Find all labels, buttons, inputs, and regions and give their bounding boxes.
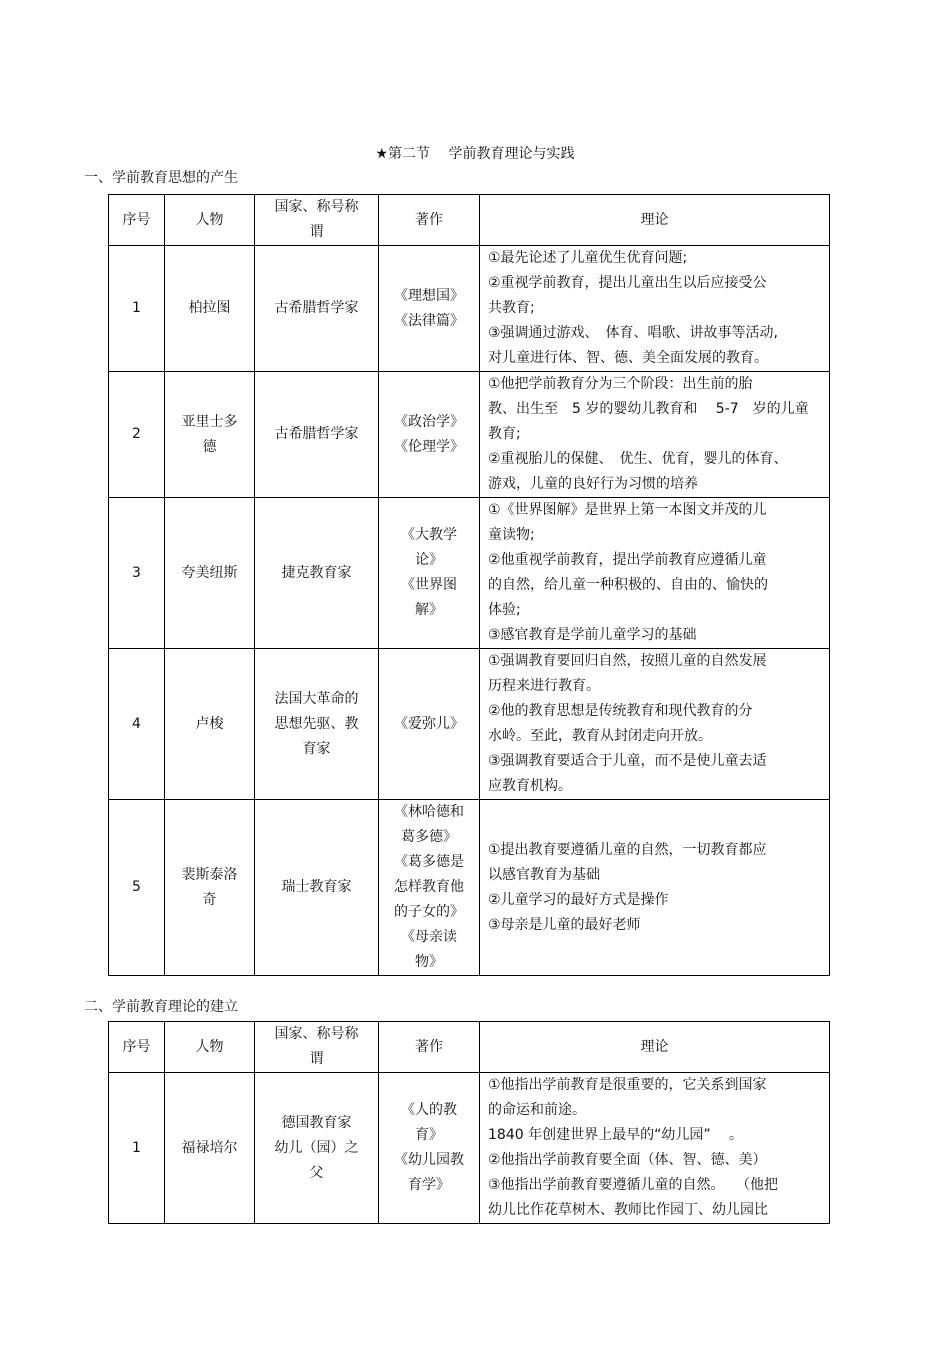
- text-line: 以感官教育为基础: [488, 866, 600, 883]
- cell-theory: [480, 800, 830, 976]
- text-line: 幼儿（园）之: [274, 1139, 359, 1156]
- table-row: [109, 1073, 830, 1224]
- cell-person: [165, 246, 255, 372]
- text-line: ①他指出学前教育是很重要的，它关系到国家: [488, 1077, 767, 1093]
- text-line: ③感官教育是学前儿童学习的基础: [488, 627, 697, 643]
- cell-person: [165, 498, 255, 649]
- text-line: ③强调通过游戏、 体育、唱歌、讲故事等活动,: [488, 325, 778, 341]
- text-line: 育》: [415, 1127, 443, 1143]
- text-line: 德国教育家: [281, 1114, 352, 1131]
- text-line: 《林哈德和: [394, 804, 464, 820]
- text-line: 《爱弥儿》: [394, 715, 464, 732]
- text-line: 福禄培尔: [181, 1139, 238, 1156]
- text-line: 物》: [415, 954, 443, 970]
- cell-index: 1: [109, 1073, 165, 1224]
- text-line: 论》: [415, 552, 443, 568]
- header-index: 序号: [109, 195, 165, 246]
- text-line: 历程来进行教育。: [488, 678, 600, 694]
- text-line: 教、出生至 5 岁的婴幼儿教育和 5-7 岁的儿童: [488, 401, 809, 417]
- cell-theory: [480, 1073, 830, 1224]
- cell-index: 4: [109, 649, 165, 800]
- text-line: 童读物;: [488, 527, 535, 543]
- text-line: 教育;: [488, 426, 521, 442]
- text-line: ③强调教育要适合于儿童，而不是使儿童去适: [488, 753, 767, 769]
- text-line: 对儿童进行体、智、德、美全面发展的教育。: [488, 350, 768, 366]
- text-line: 《大教学: [401, 527, 457, 543]
- text-line: 《世界图: [401, 577, 457, 593]
- text-line: 卢梭: [195, 715, 224, 732]
- text-line: 古希腊哲学家: [274, 300, 359, 316]
- text-line: ②重视胎儿的保健、 优生、优育，婴儿的体育、: [488, 451, 788, 467]
- cell-title: [255, 372, 379, 498]
- cell-title: [255, 1073, 379, 1224]
- text-line: 的子女的》: [394, 904, 464, 920]
- text-line: 德: [202, 438, 217, 455]
- text-line: 父: [309, 1164, 324, 1181]
- text-line: 《葛多德是: [394, 854, 464, 870]
- cell-person: [165, 800, 255, 976]
- cell-person: [165, 372, 255, 498]
- text-line: 法国大革命的: [274, 690, 359, 707]
- text-line: ③他指出学前教育要遵循儿童的自然。 （他把: [488, 1177, 778, 1193]
- text-line: 《理想国》: [394, 287, 464, 304]
- text-line: 体验;: [488, 602, 521, 618]
- text-line: 《伦理学》: [394, 438, 464, 455]
- cell-theory: [480, 498, 830, 649]
- cell-index: 2: [109, 372, 165, 498]
- text-line: 育学》: [408, 1177, 450, 1193]
- cell-works: [379, 649, 480, 800]
- text-line: 柏拉图: [188, 300, 231, 316]
- text-line: ②重视学前教育，提出儿童出生以后应接受公: [488, 275, 767, 291]
- table-header-row: [109, 1022, 830, 1073]
- header-title-line: 国家、称号称: [274, 199, 359, 215]
- header-theory: 理论: [480, 195, 830, 246]
- text-line: 幼儿比作花草树木、教师比作园丁、幼儿园比: [488, 1202, 768, 1218]
- cell-title: [255, 246, 379, 372]
- header-person: 人物: [165, 195, 255, 246]
- text-line: ③母亲是儿童的最好老师: [488, 916, 641, 933]
- text-line: 亚里士多: [181, 413, 238, 430]
- cell-title: [255, 649, 379, 800]
- text-line: 水岭。至此，教育从封闭走向开放。: [488, 728, 712, 744]
- table-row: [109, 246, 830, 372]
- text-line: 裴斯泰洛: [181, 866, 238, 883]
- cell-theory: [480, 372, 830, 498]
- cell-works: [379, 498, 480, 649]
- cell-works: [379, 1073, 480, 1224]
- text-line: 游戏，儿童的良好行为习惯的培养: [488, 476, 698, 492]
- text-line: 葛多德》: [401, 829, 457, 845]
- text-line: 奇: [202, 891, 217, 908]
- page-title: ★第二节 学前教育理论与实践: [375, 146, 575, 162]
- cell-theory: [480, 649, 830, 800]
- table-origin-of-preschool-thought: [108, 194, 830, 976]
- table-establishment-of-preschool-theory: [108, 1021, 830, 1224]
- cell-title: [255, 800, 379, 976]
- cell-index: 3: [109, 498, 165, 649]
- cell-person: [165, 649, 255, 800]
- header-works: 著作: [379, 1022, 480, 1073]
- table-header-row: [109, 195, 830, 246]
- table-row: [109, 498, 830, 649]
- text-line: 共教育;: [488, 300, 535, 316]
- text-line: 应教育机构。: [488, 778, 572, 794]
- text-line: ①最先论述了儿童优生优育问题;: [488, 250, 688, 266]
- text-line: 夸美纽斯: [181, 564, 238, 581]
- table-row: [109, 800, 830, 976]
- cell-person: [165, 1073, 255, 1224]
- header-title-line: 谓: [309, 1051, 324, 1067]
- text-line: 的自然，给儿童一种积极的、自由的、愉快的: [488, 577, 768, 593]
- header-title: [255, 195, 379, 246]
- text-line: 《政治学》: [394, 413, 464, 430]
- cell-theory: [480, 246, 830, 372]
- text-line: 瑞士教育家: [281, 879, 352, 895]
- cell-works: [379, 372, 480, 498]
- header-theory: 理论: [480, 1022, 830, 1073]
- text-line: ①他把学前教育分为三个阶段：出生前的胎: [488, 376, 753, 392]
- text-line: 1840 年创建世界上最早的“幼儿园” 。: [488, 1127, 744, 1143]
- cell-works: [379, 246, 480, 372]
- text-line: ①提出教育要遵循儿童的自然，一切教育都应: [488, 841, 767, 858]
- text-line: ②他指出学前教育要全面（体、智、德、美）: [488, 1152, 767, 1168]
- header-title-line: 国家、称号称: [274, 1026, 359, 1042]
- header-works: 著作: [379, 195, 480, 246]
- text-line: ①强调教育要回归自然，按照儿童的自然发展: [488, 653, 767, 669]
- text-line: 怎样教育他: [394, 879, 464, 895]
- text-line: 解》: [415, 602, 443, 618]
- cell-index: 1: [109, 246, 165, 372]
- table-row: [109, 372, 830, 498]
- cell-title: [255, 498, 379, 649]
- section-heading-establishment: 二、学前教育理论的建立: [84, 999, 238, 1015]
- text-line: 捷克教育家: [281, 564, 352, 581]
- text-line: 《幼儿园教: [394, 1152, 464, 1168]
- text-line: ②儿童学习的最好方式是操作: [488, 891, 669, 908]
- text-line: 思想先驱、教: [274, 715, 359, 732]
- text-line: 《法律篇》: [394, 312, 464, 329]
- table-row: [109, 649, 830, 800]
- text-line: 古希腊哲学家: [274, 426, 359, 442]
- header-person: 人物: [165, 1022, 255, 1073]
- text-line: 《人的教: [401, 1102, 457, 1118]
- text-line: 《母亲读: [401, 929, 457, 945]
- text-line: 育家: [302, 740, 331, 757]
- text-line: ②他重视学前教育，提出学前教育应遵循儿童: [488, 552, 767, 568]
- header-title-line: 谓: [309, 224, 324, 240]
- header-title: [255, 1022, 379, 1073]
- text-line: ②他的教育思想是传统教育和现代教育的分: [488, 703, 753, 719]
- text-line: ①《世界图解》是世界上第一本图文并茂的儿: [488, 502, 767, 518]
- cell-works: [379, 800, 480, 976]
- header-index: 序号: [109, 1022, 165, 1073]
- cell-index: 5: [109, 800, 165, 976]
- section-heading-origin: 一、学前教育思想的产生: [84, 170, 238, 186]
- text-line: 的命运和前途。: [488, 1102, 586, 1118]
